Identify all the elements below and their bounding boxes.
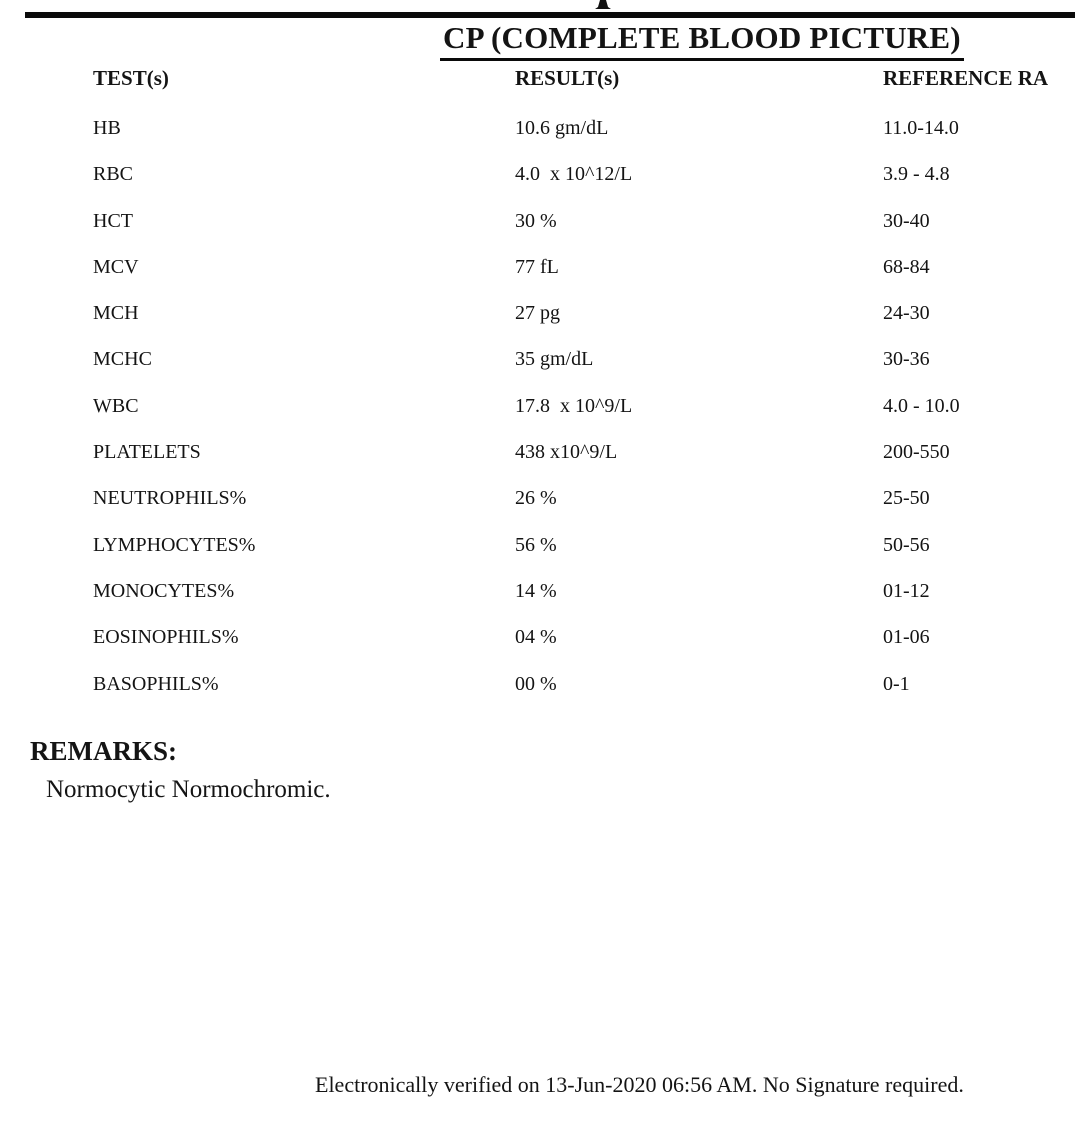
table-row xyxy=(0,475,1075,521)
test-result: 00 % xyxy=(515,672,557,695)
test-name: PLATELETS xyxy=(93,441,201,464)
reference-range: 30-36 xyxy=(883,348,930,371)
test-name: NEUTROPHILS% xyxy=(93,487,247,510)
reference-range: 24-30 xyxy=(883,302,930,325)
test-result: 10.6 gm/dL xyxy=(515,117,609,139)
column-header-reference: REFERENCE RA xyxy=(883,66,1049,90)
table-row xyxy=(0,151,1075,197)
test-name: WBC xyxy=(93,394,139,417)
remarks-text: Normocytic Normochromic. xyxy=(46,776,331,803)
test-result: 4.0 x 10^12/L xyxy=(515,163,633,186)
test-name: BASOPHILS% xyxy=(93,672,219,695)
table-row xyxy=(0,614,1075,660)
test-result: 438 x10^9/L xyxy=(515,441,618,464)
reference-range: 50-56 xyxy=(883,533,930,556)
reference-range: 68-84 xyxy=(883,255,930,278)
test-name: HB xyxy=(93,117,121,139)
test-name: LYMPHOCYTES% xyxy=(93,533,256,556)
verification-note: Electronically verified on 13-Jun-2020 06:56 AM. No Signature required. xyxy=(315,1072,964,1097)
table-header-row xyxy=(0,66,1075,96)
test-result: 30 % xyxy=(515,209,557,232)
table-row xyxy=(0,336,1075,382)
test-result: 26 % xyxy=(515,487,557,510)
table-row xyxy=(0,244,1075,290)
test-result: 27 pg xyxy=(515,302,560,325)
table-row xyxy=(0,383,1075,429)
test-result: 56 % xyxy=(515,533,557,556)
test-result: 77 fL xyxy=(515,255,559,278)
reference-range: 30-40 xyxy=(883,209,930,232)
results-table xyxy=(0,105,1075,707)
reference-range: 4.0 - 10.0 xyxy=(883,394,960,417)
reference-range: 25-50 xyxy=(883,487,930,510)
table-row xyxy=(0,661,1075,707)
test-name: MCHC xyxy=(93,348,152,371)
reference-range: 200-550 xyxy=(883,441,950,464)
test-result: 04 % xyxy=(515,626,557,649)
column-header-test: TEST(s) xyxy=(93,66,169,90)
test-name: MCV xyxy=(93,255,139,278)
test-result: 14 % xyxy=(515,579,557,602)
report-section-title: CP (COMPLETE BLOOD PICTURE) xyxy=(440,20,964,61)
test-name: HCT xyxy=(93,209,133,232)
reference-range: 01-06 xyxy=(883,626,930,649)
reference-range: 3.9 - 4.8 xyxy=(883,163,950,186)
reference-range: 0-1 xyxy=(883,672,910,695)
reference-range: 11.0-14.0 xyxy=(883,117,959,139)
table-row xyxy=(0,568,1075,614)
test-name: MCH xyxy=(93,302,139,325)
table-row xyxy=(0,522,1075,568)
reference-range: 01-12 xyxy=(883,579,930,602)
test-name: RBC xyxy=(93,163,134,186)
table-row xyxy=(0,198,1075,244)
test-result: 35 gm/dL xyxy=(515,348,594,371)
table-row xyxy=(0,290,1075,336)
table-row xyxy=(0,105,1075,151)
clipped-text-remnant xyxy=(595,0,611,9)
test-name: EOSINOPHILS% xyxy=(93,626,239,649)
remarks-heading: REMARKS: xyxy=(30,736,177,766)
test-name: MONOCYTES% xyxy=(93,579,235,602)
test-result: 17.8 x 10^9/L xyxy=(515,394,633,417)
section-divider-rule xyxy=(25,12,1075,18)
table-row xyxy=(0,429,1075,475)
column-header-result: RESULT(s) xyxy=(515,66,620,90)
